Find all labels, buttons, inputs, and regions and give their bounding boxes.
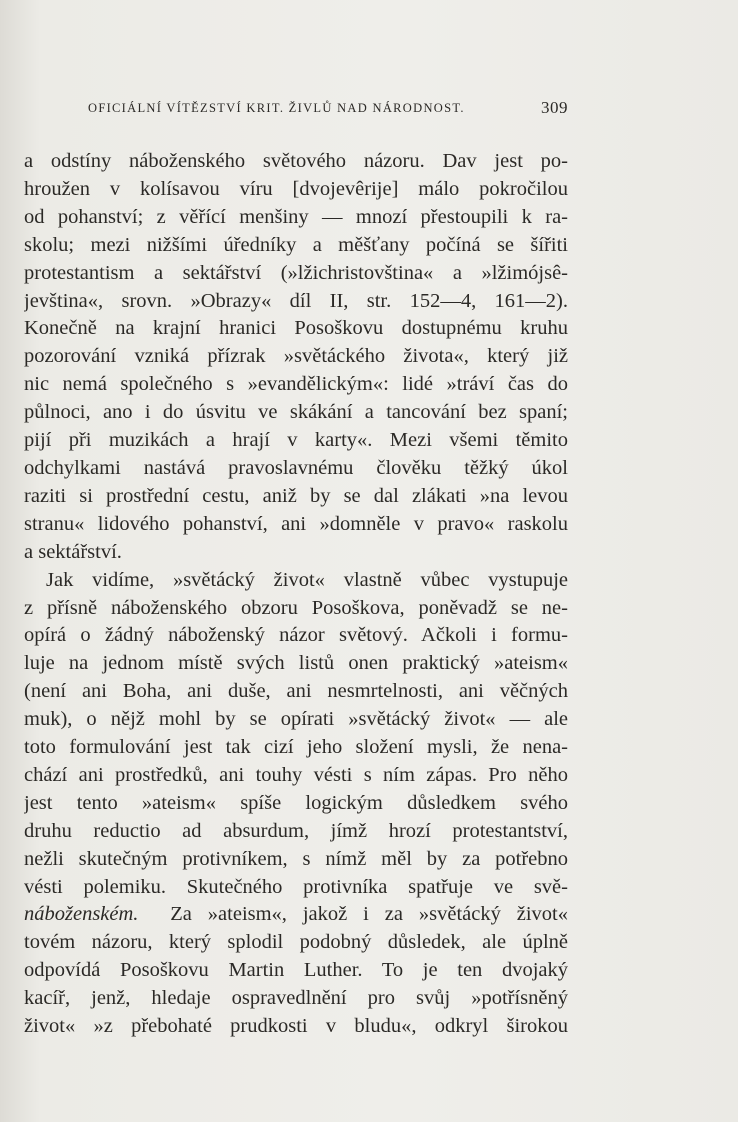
text-line: pozorování vzniká přízrak »světáckého života«, který již (24, 345, 568, 368)
running-header (88, 98, 568, 125)
page-number: 309 (541, 98, 568, 117)
text-line: pijí při muzikách a hrají v karty«. Mezi všemi těmito (24, 429, 568, 452)
text-line: luje na jednom místě svých listů onen praktický »ateism« (24, 652, 568, 675)
text-line: hroužen v kolísavou víru [dvojevêrije] málo pokročilou (24, 177, 568, 200)
running-title: OFICIÁLNÍ VÍTĚZSTVÍ KRIT. ŽIVLŮ NAD NÁRODNOST. (88, 101, 465, 115)
text-line: a sektářství. (24, 540, 122, 563)
text-line-rest: Za »ateism«, jakož i za »světácký život« (170, 903, 568, 926)
text-line: od pohanství; z věřící menšiny — mnozí přestoupili k ra- (24, 205, 568, 228)
italic-word: náboženském. (24, 903, 139, 926)
text-line: raziti si prostřední cestu, aniž by se dal zlákati »na levou (24, 484, 568, 507)
text-line: skolu; mezi nižšími úředníky a měšťany počíná se šířiti (24, 233, 568, 256)
text-line: z přísně náboženského obzoru Posoškova, poněvadž se ne- (24, 596, 568, 619)
text-line: muk), o nějž mohl by se opírati »světácký život« — ale (24, 708, 568, 731)
body-text (24, 148, 568, 1041)
text-line: a odstíny náboženského světového názoru. Dav jest po- (24, 150, 568, 172)
text-line: stranu« lidového pohanství, ani »domněle v pravo« raskolu (24, 512, 568, 535)
text-line: život« »z přebohaté prudkosti v bludu«, odkryl širokou (24, 1015, 568, 1038)
text-line: protestantism a sektářství (»lžichristovština« a »lžimójsê- (24, 261, 568, 284)
text-line: kacíř, jenž, hledaje ospravedlnění pro svůj »potřísněný (24, 987, 568, 1010)
text-line: (není ani Boha, ani duše, ani nesmrtelnosti, ani věčných (24, 680, 568, 703)
text-line: opírá o žádný náboženský názor světový. Ačkoli i formu- (24, 624, 568, 647)
text-line: Konečně na krajní hranici Posoškovu dostupnému kruhu (24, 317, 568, 340)
text-line: Jak vidíme, »světácký život« vlastně vůbec vystupuje (46, 568, 568, 591)
text-line: odpovídá Posoškovu Martin Luther. To je ten dvojaký (24, 959, 568, 982)
text-line: půlnoci, ano i do úsvitu ve skákání a tancování bez spaní; (24, 401, 568, 424)
text-line: vésti polemiku. Skutečného protivníka spatřuje ve svě- (24, 875, 568, 898)
text-line: jest tento »ateism« spíše logickým důsledkem svého (24, 791, 568, 814)
text-line: jevština«, srovn. »Obrazy« díl II, str. 152—4, 161—2). (24, 289, 568, 312)
text-line: tovém názoru, který splodil podobný důsledek, ale úplně (24, 931, 568, 954)
text-line: chází ani prostředků, ani touhy vésti s ním zápas. Pro něho (24, 763, 568, 786)
text-line: nežli skutečným protivníkem, s nímž měl by za potřebno (24, 847, 568, 870)
text-line: odchylkami nastává pravoslavnému člověku těžký úkol (24, 456, 568, 479)
text-line: druhu reductio ad absurdum, jímž hrozí protestantství, (24, 819, 568, 842)
text-line: nic nemá společného s »evandělickým«: lidé »tráví čas do (24, 373, 568, 396)
text-line: toto formulování jest tak cizí jeho složení mysli, že nena- (24, 736, 568, 759)
text-line-mixed (24, 901, 568, 929)
